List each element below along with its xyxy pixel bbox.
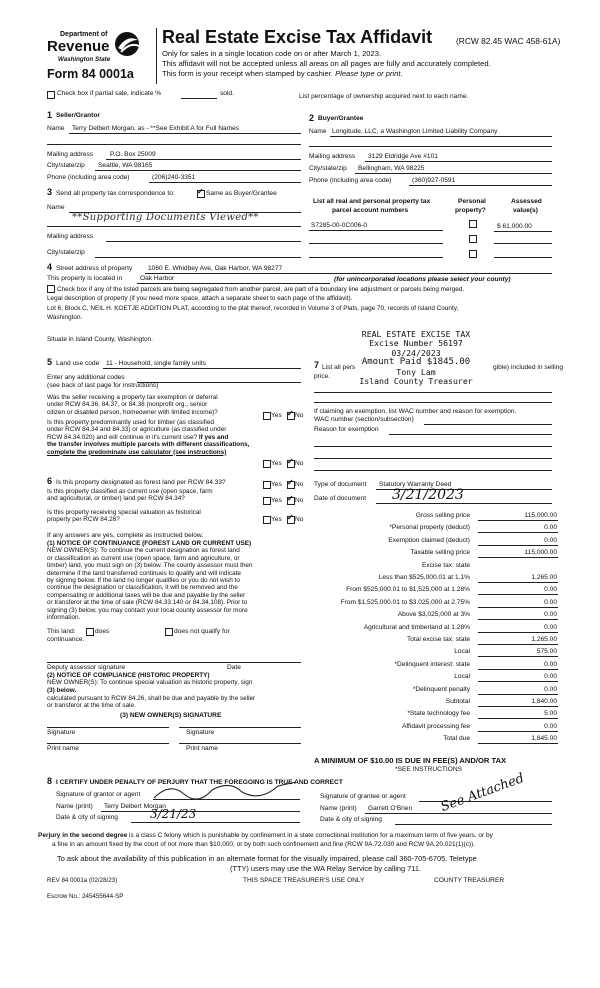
buyer-heading: Buyer/Grantee	[318, 115, 364, 122]
tax-row-underline	[478, 532, 558, 533]
seller-num: 1	[47, 110, 53, 120]
personal-heading-2: property?	[455, 207, 486, 214]
alt-format-line-2: (TTY) users may use the WA Relay Service by calling 711.	[230, 864, 421, 873]
stamp-line-2: Excise Number 56197	[369, 338, 463, 349]
unincorporated-note: (for unincorporated locations please select your county)	[334, 276, 511, 283]
location-field[interactable]: Oak Harbor	[140, 275, 175, 282]
situate-line: Situate in Island County, Washington.	[47, 336, 153, 343]
tax-row-label: Gross selling price	[415, 512, 470, 519]
stamp-line-3: 03/24/2023	[391, 347, 441, 358]
parcel-list-heading-1: List all real and personal property tax	[313, 198, 431, 205]
street-address-field[interactable]: 1060 E. Whidbey Ave, Oak Harbor, WA 98277	[148, 265, 283, 272]
tax-row-underline	[478, 594, 558, 595]
forest-question: Is this property designated as forest land per RCW 84.33?	[56, 479, 226, 486]
s3-mail-label: Mailing address	[47, 233, 94, 240]
revision: REV 84 0001a (02/28/23)	[47, 877, 118, 884]
tax-row-value[interactable]: 0.00	[544, 685, 557, 693]
escrow-number: Escrow No.: 245455644-SP	[47, 893, 124, 900]
timber-yes-label: Yes	[271, 460, 282, 467]
tax-row-label: *Personal property (deduct)	[389, 524, 470, 532]
tax-row-label: Less than $525,000.01 at 1.1%	[378, 574, 470, 581]
notice-compliance-cont: calculated pursuant to RCW 84.26, shall be due and payable by the seller or transferor at the time of sale.	[47, 695, 256, 710]
buyer-mail-field[interactable]: 3129 Eldridge Ave #101	[368, 153, 438, 160]
stamp-line-6: Island County Treasurer	[359, 376, 473, 387]
tax-row-value[interactable]: 1,265.00	[531, 636, 557, 643]
tax-row-label: *State technology fee	[407, 710, 470, 718]
tax-row-value[interactable]: 0.00	[544, 536, 557, 544]
seller-mail-label: Mailing address	[47, 151, 94, 158]
tax-row-label: From $525,000.01 to $1,525,000 at 1.28%	[346, 586, 470, 594]
doc-date-field[interactable]: 3/21/2023	[392, 487, 464, 503]
personal-heading-1: Personal	[458, 198, 486, 205]
does-label: does	[95, 628, 110, 635]
grantor-name-label: Name (print)	[56, 803, 93, 810]
personal-property-checkbox-3[interactable]	[469, 250, 477, 258]
grantor-name-field[interactable]: Terry Delbert Morgan	[104, 803, 166, 810]
street-address-label: Street address of property	[56, 265, 133, 272]
current-use-question: Is this property classified as current use (open space, farm and agricultural, or timber) land per RCW 84.34?	[47, 488, 213, 503]
tax-row-label: Total excise tax: state	[406, 636, 470, 643]
correspondence-label: Send all property tax correspondence to:	[56, 190, 175, 197]
dor-logo	[112, 30, 142, 58]
legal-description-1[interactable]: Lot 6, Block C, NEIL H. KOETJE ADDITION PLAT, according to the plat thereof, recorded in Volume 3 of Plats, page 70, records of Island County,	[47, 305, 459, 312]
form-title: Real Estate Excise Tax Affidavit	[162, 27, 433, 47]
tax-row-label: Local	[454, 673, 470, 681]
grantor-sig-label: Signature of grantor or agent	[56, 791, 141, 798]
minimum-due-note: A MINIMUM OF $10.00 IS DUE IN FEE(S) AND/OR TAX	[314, 756, 507, 765]
tax-row-label: Affidavit processing fee	[401, 722, 470, 730]
exemption-yes-label: Yes	[271, 412, 282, 419]
tax-row-label: Local	[454, 648, 470, 656]
seller-city-label: City/state/zip	[47, 162, 85, 169]
timber-no-label: No	[295, 460, 304, 467]
certify-line: I CERTIFY UNDER PENALTY OF PERJURY THAT THE FOREGOING IS TRUE AND CORRECT	[56, 779, 343, 786]
grantee-sig-label: Signature of grantee or agent	[320, 793, 406, 800]
tax-row-label: Subtotal	[445, 698, 470, 705]
does-qualify-checkbox[interactable]	[86, 628, 94, 636]
assessed-heading-1: Assessed	[511, 198, 542, 205]
tax-row-underline	[478, 520, 558, 521]
historic-question: Is this property receiving special valuation as historical property per RCW 84.26?	[47, 509, 201, 524]
exemption-no-label: No	[295, 412, 304, 419]
tax-row-underline	[478, 669, 558, 670]
section5-num: 5	[47, 357, 53, 367]
sold-label: sold.	[220, 90, 234, 97]
tax-row-label: Taxable selling price	[410, 549, 470, 557]
s3-city-label: City/state/zip	[47, 249, 85, 256]
stamp-line-1: REAL ESTATE EXCISE TAX	[361, 329, 471, 339]
tax-row-underline	[478, 582, 558, 583]
section4-num: 4	[47, 262, 53, 272]
grantee-name-label: Name (print)	[320, 805, 357, 812]
tax-row-value[interactable]: 1,840.00	[531, 698, 557, 705]
located-label: This property is located in	[47, 275, 123, 282]
note-1: Only for sales in a single location code on or after March 1, 2023.	[162, 49, 382, 58]
this-land-label: This land:	[47, 628, 76, 635]
parcel-number[interactable]: S7285-00-0C006-0	[311, 222, 368, 229]
does-not-qualify-checkbox[interactable]	[165, 628, 173, 636]
tax-row-underline	[478, 632, 558, 633]
same-as-buyer-checkbox[interactable]	[197, 190, 205, 198]
form-number: Form 84 0001a	[47, 67, 134, 81]
seller-city-field[interactable]: Seattle, WA 98165	[98, 162, 153, 169]
continuance-label: continuance.	[47, 636, 85, 643]
tax-row-label: Exemption claimed (deduct)	[388, 536, 470, 544]
doc-type-label: Type of document	[314, 481, 367, 488]
grantee-see-attached: See Attached	[438, 770, 527, 815]
tax-row-underline	[478, 557, 558, 558]
buyer-city-label: City/state/zip	[309, 165, 347, 172]
current-use-yes-label: Yes	[271, 497, 282, 504]
tax-row-label: Total due	[443, 735, 470, 743]
owner-print-label-1: Print name	[47, 745, 79, 752]
tax-row-value[interactable]: 575.00	[536, 648, 557, 656]
section6-num: 6	[47, 476, 53, 486]
tax-row-value[interactable]: 1,845.00	[531, 735, 557, 743]
tax-row-value[interactable]: 115,000.00	[524, 549, 557, 557]
tax-row-label: *Delinquent penalty	[412, 685, 470, 693]
if-any-yes: If any answers are yes, complete as instructed below.	[47, 532, 204, 539]
buyer-city-field[interactable]: Bellingham, WA 98225	[358, 165, 425, 172]
tax-row-value[interactable]: 0.00	[544, 598, 557, 606]
buyer-num: 2	[309, 113, 315, 123]
current-use-no-checkbox[interactable]	[287, 497, 295, 505]
tax-row-value[interactable]: 0.00	[544, 586, 557, 594]
segregation-label: Check box if any of the listed parcels are being segregated from another parcel, are part of a boundary line adjustment or parcels being merged.	[57, 286, 465, 293]
tax-row-underline	[478, 619, 558, 620]
percentage-note: List percentage of ownership acquired next to each name.	[299, 93, 469, 100]
seller-phone-field[interactable]: (206)240-3351	[152, 174, 196, 181]
section7-line1: List all pers	[322, 364, 356, 371]
deputy-date-label: Date	[227, 664, 241, 671]
tax-row-underline	[478, 706, 558, 707]
tax-row-label: Above $3,025,000 at 3%	[397, 611, 470, 619]
title-ref: (RCW 82.45 WAC 458-61A)	[456, 36, 561, 46]
seller-name-field[interactable]: Terry Delbert Morgan, as - **See Exhibit A for Full Names	[72, 125, 240, 132]
see-instructions: *SEE INSTRUCTIONS	[395, 766, 463, 773]
grantor-date-label: Date & city of signing	[56, 814, 118, 821]
buyer-mail-label: Mailing address	[309, 153, 356, 160]
owner-signature-label-2: Signature	[186, 729, 215, 736]
tax-row-value[interactable]: 0.00	[544, 722, 557, 730]
personal-property-checkbox-2[interactable]	[469, 235, 477, 243]
tax-row-underline	[478, 743, 558, 744]
buyer-name-field[interactable]: Longitude, LLC, a Washington Limited Liability Company	[332, 128, 498, 135]
seller-mail-field[interactable]: P.O. Box 25009	[110, 151, 156, 158]
alt-format-line-1: To ask about the availability of this publication in an alternate format for the visually impaired, please call 360-705-6705. Teletype	[57, 854, 477, 863]
dept-line3: Washington State	[58, 56, 111, 63]
tax-row-underline	[478, 607, 558, 608]
current-use-yes-checkbox[interactable]	[263, 497, 271, 505]
grantee-date-label: Date & city of signing	[320, 816, 382, 823]
section3-num: 3	[47, 187, 53, 197]
section7-line2: price.	[314, 373, 331, 380]
historic-no-label: No	[295, 516, 304, 523]
parcel-list-heading-2: parcel account numbers	[332, 207, 409, 214]
partial-sale-checkbox[interactable]	[47, 91, 55, 99]
wac-label: WAC number (section/subsection)	[314, 416, 414, 423]
tax-row-value[interactable]: 0.00	[544, 623, 557, 631]
legal-description-2[interactable]: Washington.	[47, 314, 83, 321]
dept-line1: Department of	[60, 31, 108, 38]
section7-num: 7	[314, 360, 320, 370]
additional-codes-hint: (see back of last page for instructions)	[47, 382, 159, 389]
exemption-claim-label: If claiming an exemption, list WAC number and reason for exemption.	[314, 408, 517, 415]
historic-no-checkbox[interactable]	[287, 516, 295, 524]
tax-row-label: *Delinquent interest: state	[394, 660, 470, 668]
current-use-no-label: No	[295, 497, 304, 504]
does-not-label: does not qualify for	[174, 628, 230, 635]
tax-row-label: From $1,525,000.01 to $3,025,000 at 2.75%	[340, 598, 470, 606]
historic-yes-checkbox[interactable]	[263, 516, 271, 524]
section8-num: 8	[47, 776, 53, 786]
tax-row-underline	[478, 681, 558, 682]
treasurer-use-only: THIS SPACE TREASURER'S USE ONLY	[243, 877, 365, 884]
forest-yes-label: Yes	[271, 481, 282, 488]
tax-row-value[interactable]: 115,000.00	[524, 512, 557, 519]
stamp-line-4: Amount Paid $1845.00	[361, 357, 471, 368]
tax-row-label: Agricultural and timberland at 1.28%	[363, 623, 470, 631]
buyer-phone-label: Phone (including area code)	[309, 177, 392, 184]
dept-line2: Revenue	[47, 38, 110, 55]
perjury-line-2: a fine in an amount fixed by the court of not more than $10,000, or by both such confinement and fine (RCW 9A.72.030 and RCW 9A.20.021(1)(c)).	[52, 841, 476, 848]
perjury-line-1: Perjury in the second degree is a class C felony which is punishable by confinement in a state correctional institution for a maximum term of five years, or by	[38, 832, 493, 839]
seller-name-label: Name	[47, 125, 65, 132]
owner-signature-label-1: Signature	[47, 729, 76, 736]
grantor-signature	[150, 778, 300, 804]
tax-row-value[interactable]: 0.00	[544, 660, 557, 668]
tax-row-underline	[478, 644, 558, 645]
s3-name-label: Name	[47, 204, 65, 211]
timber-yes-checkbox[interactable]	[263, 460, 271, 468]
additional-codes-label: Enter any additional codes	[47, 374, 125, 381]
tax-row-underline	[478, 718, 558, 719]
tax-row-value[interactable]: 1,265.00	[531, 574, 557, 581]
tax-row-underline	[478, 545, 558, 546]
assessed-value[interactable]: $ 61,000.00	[497, 223, 532, 230]
supporting-documents-stamp: **Supporting Documents Viewed**	[72, 212, 259, 223]
forest-no-checkbox[interactable]	[287, 481, 295, 489]
personal-property-checkbox-1[interactable]	[469, 220, 477, 228]
timber-question: Is this property predominantly used for timber (as classified under RCW 84.34 and 84.33) or agriculture (as classified under RCW 84.34.020) and will continue in it's current use? If yes and the transfer involves multiple parcels with different classifications, complete the predominate use calculator (see instructions)	[47, 419, 250, 456]
grantee-name-field[interactable]: Garrett O'Brien	[368, 805, 413, 812]
notice-compliance: (2) NOTICE OF COMPLIANCE (HISTORIC PROPERTY) NEW OWNER(S): To continue special valuation as historic property, sign (3) below.	[47, 672, 253, 694]
doc-date-label: Date of document	[314, 495, 367, 502]
notice-continuance: (1) NOTICE OF CONTINUANCE (FOREST LAND OR CURRENT USE) NEW OWNER(S): To continue the current designation as forest land or classification as current use (open space, farm and agriculture, or timber) land, you must sign on (3) below. The county assessor must then determine if the land transferred continues to qualify and will indicate by signing below. If the land no longer qualifies or you do not wish to continue the designation or classification, it will be removed and the compensating or additional taxes will be due and payable by the seller or transferor at the time of sale (RCW 84.33.140 or 84.34.108). Prior to signing (3) below, you may contact your local county assessor for more information.	[47, 540, 253, 622]
deputy-assessor-label: Deputy assessor signature	[47, 664, 126, 671]
stamp-line-5: Tony Lam	[396, 366, 436, 377]
segregation-checkbox[interactable]	[47, 285, 55, 293]
note-3: This form is your receipt when stamped by cashier. Please type or print.	[162, 69, 403, 78]
tax-row-value[interactable]: 5.00	[544, 710, 557, 718]
tax-row-underline	[478, 656, 558, 657]
partial-sale-label: Check box if partial sale, indicate %	[57, 90, 162, 97]
seller-phone-label: Phone (including area code)	[47, 174, 130, 181]
legal-description-label: Legal description of property (if you need more space, attach a separate sheet to each page of the affidavit).	[47, 295, 353, 302]
tax-row-underline	[478, 731, 558, 732]
treasurer-stamp	[346, 330, 486, 386]
tax-row-value[interactable]: 0.00	[544, 673, 557, 681]
tax-row-underline	[478, 694, 558, 695]
historic-yes-label: Yes	[271, 516, 282, 523]
note-2: This affidavit will not be accepted unless all areas on all pages are fully and accurately completed.	[162, 59, 491, 68]
forest-no-label: No	[295, 481, 304, 488]
section7-line1b: gible) included in selling	[493, 364, 564, 371]
same-as-buyer-label: Same as Buyer/Grantee	[206, 190, 277, 197]
county-treasurer: COUNTY TREASURER	[434, 877, 505, 884]
tax-row-value[interactable]: 0.00	[544, 611, 557, 619]
reason-label: Reason for exemption	[314, 426, 379, 433]
owner-print-label-2: Print name	[186, 745, 218, 752]
land-use-field[interactable]: 11 - Household, single family units	[106, 360, 206, 367]
timber-no-checkbox[interactable]	[287, 460, 295, 468]
tax-row-value[interactable]: 0.00	[544, 524, 557, 532]
land-use-label: Land use code	[56, 360, 100, 367]
buyer-name-label: Name	[309, 128, 327, 135]
exemption-question: Was the seller receiving a property tax exemption or deferral under RCW 84.36, 84.37, or 84.38 (nonprofit org., senior citizen or disabled person, homeowner with limited income)?	[47, 394, 218, 416]
doc-type-field[interactable]: Statutory Warranty Deed	[379, 481, 452, 488]
buyer-phone-field[interactable]: (360)927-0591	[412, 177, 456, 184]
grantor-date-field[interactable]: 3/21/23	[150, 807, 197, 821]
new-owner-signature-heading: (3) NEW OWNER(S) SIGNATURE	[120, 712, 222, 719]
tax-row-label: Excise tax: state	[421, 561, 470, 569]
seller-heading: Seller/Grantor	[56, 112, 100, 119]
assessed-heading-2: value(s)	[513, 207, 538, 214]
